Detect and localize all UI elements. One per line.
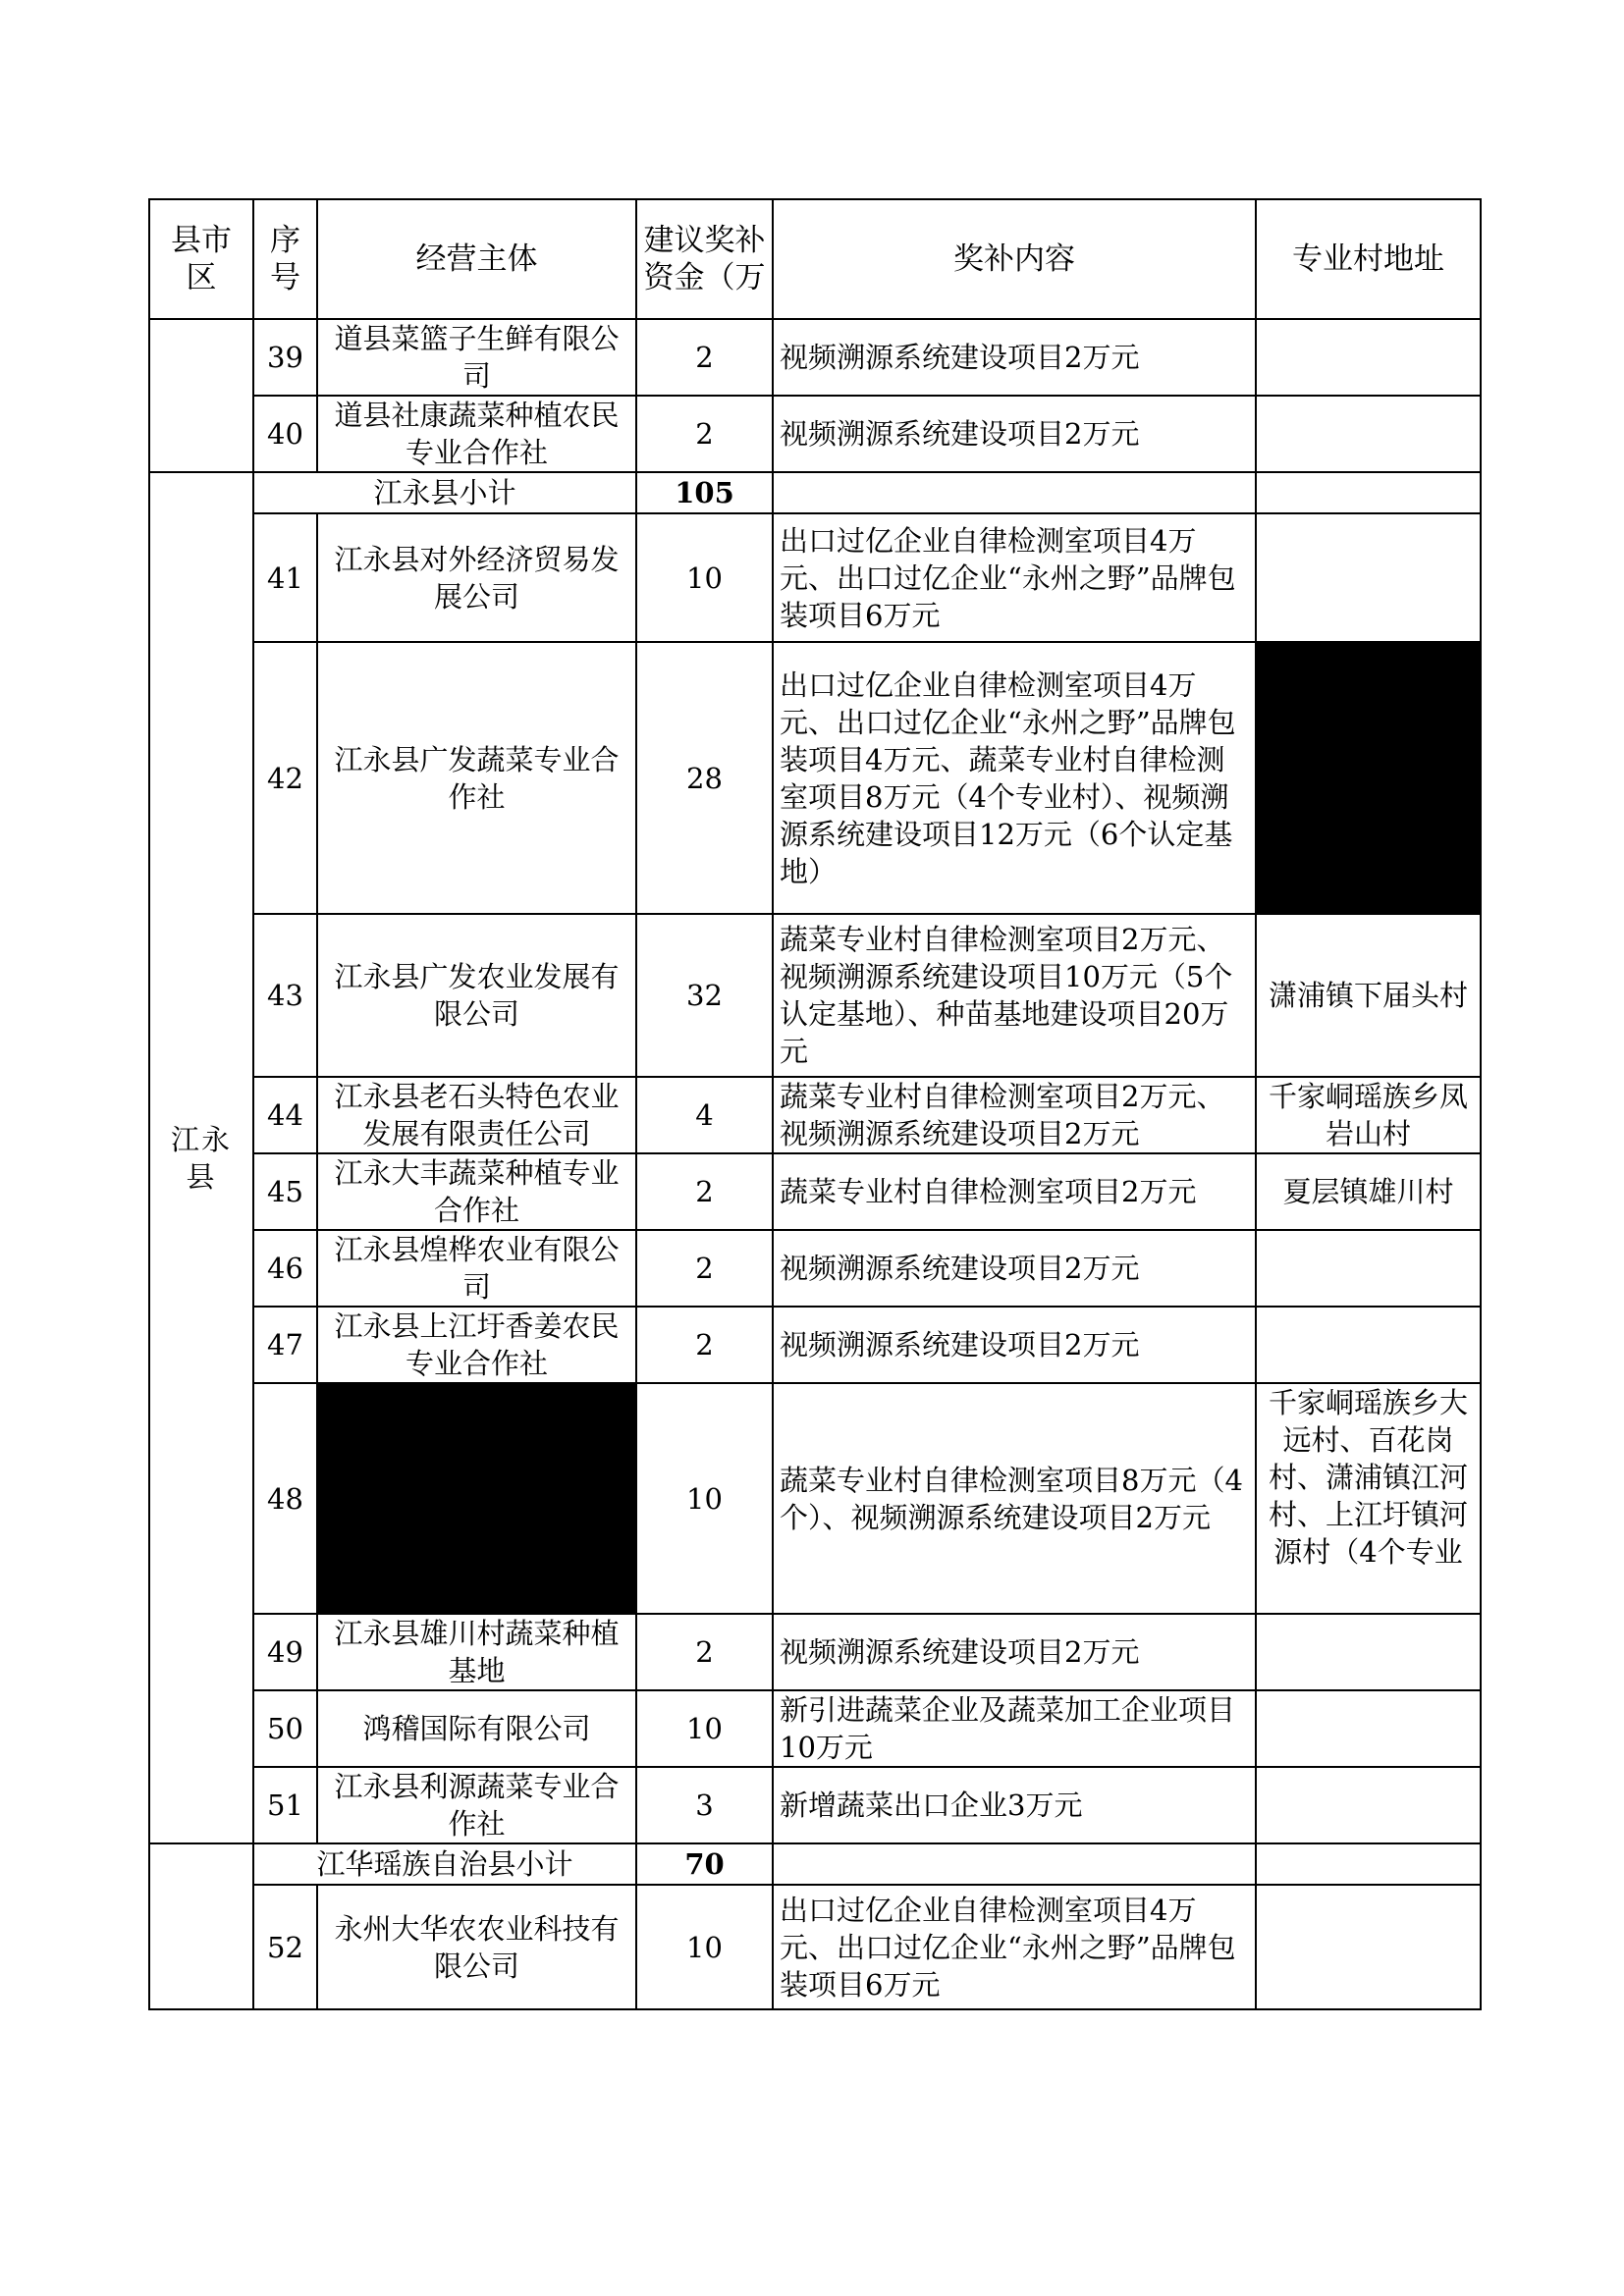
header-row xyxy=(149,199,1481,319)
entity-cell: 道县菜篮子生鲜有限公司 xyxy=(317,319,636,396)
funds-cell: 2 xyxy=(636,319,773,396)
address-cell xyxy=(1256,1383,1481,1614)
subtotal-row-jiangyong xyxy=(149,472,1481,513)
table-row xyxy=(149,1307,1481,1383)
funds-cell: 4 xyxy=(636,1077,773,1153)
content-cell: 出口过亿企业自律检测室项目4万元、出口过亿企业“永州之野”品牌包装项目6万元 xyxy=(773,513,1256,642)
seq-cell: 48 xyxy=(253,1383,317,1614)
table-row xyxy=(149,1614,1481,1690)
entity-cell: 江永县上江圩香姜农民专业合作社 xyxy=(317,1307,636,1383)
content-cell: 视频溯源系统建设项目2万元 xyxy=(773,396,1256,472)
table-row xyxy=(149,396,1481,472)
subsidy-table xyxy=(148,198,1482,2010)
content-cell: 蔬菜专业村自律检测室项目2万元、视频溯源系统建设项目10万元（5个认定基地）、种苗基地建设项目20万元 xyxy=(773,914,1256,1077)
content-cell: 出口过亿企业自律检测室项目4万元、出口过亿企业“永州之野”品牌包装项目6万元 xyxy=(773,1885,1256,2009)
content-cell: 新增蔬菜出口企业3万元 xyxy=(773,1767,1256,1843)
entity-cell: 江永县雄川村蔬菜种植基地 xyxy=(317,1614,636,1690)
seq-cell: 41 xyxy=(253,513,317,642)
seq-cell: 44 xyxy=(253,1077,317,1153)
table-row xyxy=(149,1885,1481,2009)
subtotal-label: 江永县小计 xyxy=(253,472,636,513)
entity-cell: 道县社康蔬菜种植农民专业合作社 xyxy=(317,396,636,472)
funds-cell: 2 xyxy=(636,1307,773,1383)
funds-cell: 2 xyxy=(636,1153,773,1230)
address-cell xyxy=(1256,319,1481,396)
table-row xyxy=(149,1153,1481,1230)
seq-cell: 52 xyxy=(253,1885,317,2009)
content-cell: 视频溯源系统建设项目2万元 xyxy=(773,1230,1256,1307)
header-funds-text: 建议奖补资金（万 xyxy=(643,223,766,295)
empty-cell xyxy=(773,1843,1256,1885)
entity-cell: 鸿稽国际有限公司 xyxy=(317,1690,636,1767)
entity-cell: 永州大华农农业科技有限公司 xyxy=(317,1885,636,2009)
funds-cell: 10 xyxy=(636,1885,773,2009)
content-cell: 蔬菜专业村自律检测室项目8万元（4个）、视频溯源系统建设项目2万元 xyxy=(773,1383,1256,1614)
entity-cell: 江永县广发农业发展有限公司 xyxy=(317,914,636,1077)
address-cell: 潇浦镇下届头村 xyxy=(1256,914,1481,1077)
funds-cell: 28 xyxy=(636,642,773,914)
header-seq: 序号 xyxy=(253,199,317,319)
table-row xyxy=(149,1077,1481,1153)
content-cell: 视频溯源系统建设项目2万元 xyxy=(773,319,1256,396)
empty-cell xyxy=(1256,472,1481,513)
table-row xyxy=(149,642,1481,914)
header-address: 专业村地址 xyxy=(1256,199,1481,319)
entity-cell: 江永县广发蔬菜专业合作社 xyxy=(317,642,636,914)
funds-cell: 10 xyxy=(636,513,773,642)
subtotal-label: 江华瑶族自治县小计 xyxy=(253,1843,636,1885)
seq-cell: 39 xyxy=(253,319,317,396)
funds-cell: 32 xyxy=(636,914,773,1077)
funds-cell: 10 xyxy=(636,1383,773,1614)
seq-cell: 49 xyxy=(253,1614,317,1690)
funds-cell: 3 xyxy=(636,1767,773,1843)
funds-cell: 2 xyxy=(636,1230,773,1307)
address-cell xyxy=(1256,1690,1481,1767)
content-cell: 蔬菜专业村自律检测室项目2万元 xyxy=(773,1153,1256,1230)
empty-cell xyxy=(773,472,1256,513)
funds-cell: 2 xyxy=(636,396,773,472)
table-row xyxy=(149,319,1481,396)
subtotal-value: 70 xyxy=(636,1843,773,1885)
address-cell: 夏层镇雄川村 xyxy=(1256,1153,1481,1230)
entity-cell: 江永县对外经济贸易发展公司 xyxy=(317,513,636,642)
address-cell: 千家峒瑶族乡凤岩山村 xyxy=(1256,1077,1481,1153)
seq-cell: 45 xyxy=(253,1153,317,1230)
content-cell: 蔬菜专业村自律检测室项目2万元、视频溯源系统建设项目2万元 xyxy=(773,1077,1256,1153)
table-row xyxy=(149,1767,1481,1843)
address-cell xyxy=(1256,1307,1481,1383)
address-cell xyxy=(1256,1767,1481,1843)
table-row xyxy=(149,1690,1481,1767)
county-cell-dao xyxy=(149,319,253,472)
address-cell xyxy=(1256,513,1481,642)
subtotal-row-jianghua xyxy=(149,1843,1481,1885)
funds-cell: 10 xyxy=(636,1690,773,1767)
seq-cell: 42 xyxy=(253,642,317,914)
subtotal-value: 105 xyxy=(636,472,773,513)
redacted-address-cell xyxy=(1256,642,1481,914)
funds-cell: 2 xyxy=(636,1614,773,1690)
seq-cell: 51 xyxy=(253,1767,317,1843)
seq-cell: 46 xyxy=(253,1230,317,1307)
empty-cell xyxy=(1256,1843,1481,1885)
table-row xyxy=(149,914,1481,1077)
content-cell: 新引进蔬菜企业及蔬菜加工企业项目10万元 xyxy=(773,1690,1256,1767)
entity-cell: 江永县老石头特色农业发展有限责任公司 xyxy=(317,1077,636,1153)
seq-cell: 40 xyxy=(253,396,317,472)
seq-cell: 43 xyxy=(253,914,317,1077)
address-cell xyxy=(1256,1885,1481,2009)
header-content: 奖补内容 xyxy=(773,199,1256,319)
header-county: 县市区 xyxy=(149,199,253,319)
content-cell: 视频溯源系统建设项目2万元 xyxy=(773,1307,1256,1383)
content-cell: 出口过亿企业自律检测室项目4万元、出口过亿企业“永州之野”品牌包装项目4万元、蔬菜专业村自律检测室项目8万元（4个专业村）、视频溯源系统建设项目12万元（6个认定基地） xyxy=(773,642,1256,914)
seq-cell: 47 xyxy=(253,1307,317,1383)
table-row xyxy=(149,1383,1481,1614)
entity-cell: 江永县利源蔬菜专业合作社 xyxy=(317,1767,636,1843)
table-row xyxy=(149,513,1481,642)
table-row xyxy=(149,1230,1481,1307)
entity-cell: 江永大丰蔬菜种植专业合作社 xyxy=(317,1153,636,1230)
content-cell: 视频溯源系统建设项目2万元 xyxy=(773,1614,1256,1690)
county-cell-jianghua xyxy=(149,1843,253,2009)
county-cell-jiangyong: 江永县 xyxy=(149,472,253,1843)
header-entity: 经营主体 xyxy=(317,199,636,319)
seq-cell: 50 xyxy=(253,1690,317,1767)
address-cell xyxy=(1256,1230,1481,1307)
redacted-entity-cell xyxy=(317,1383,636,1614)
entity-cell: 江永县煌桦农业有限公司 xyxy=(317,1230,636,1307)
address-text: 千家峒瑶族乡大远村、百花岗村、潇浦镇江河村、上江圩镇河源村（4个专业 xyxy=(1268,1386,1468,1569)
header-funds xyxy=(636,199,773,319)
address-cell xyxy=(1256,396,1481,472)
address-cell xyxy=(1256,1614,1481,1690)
